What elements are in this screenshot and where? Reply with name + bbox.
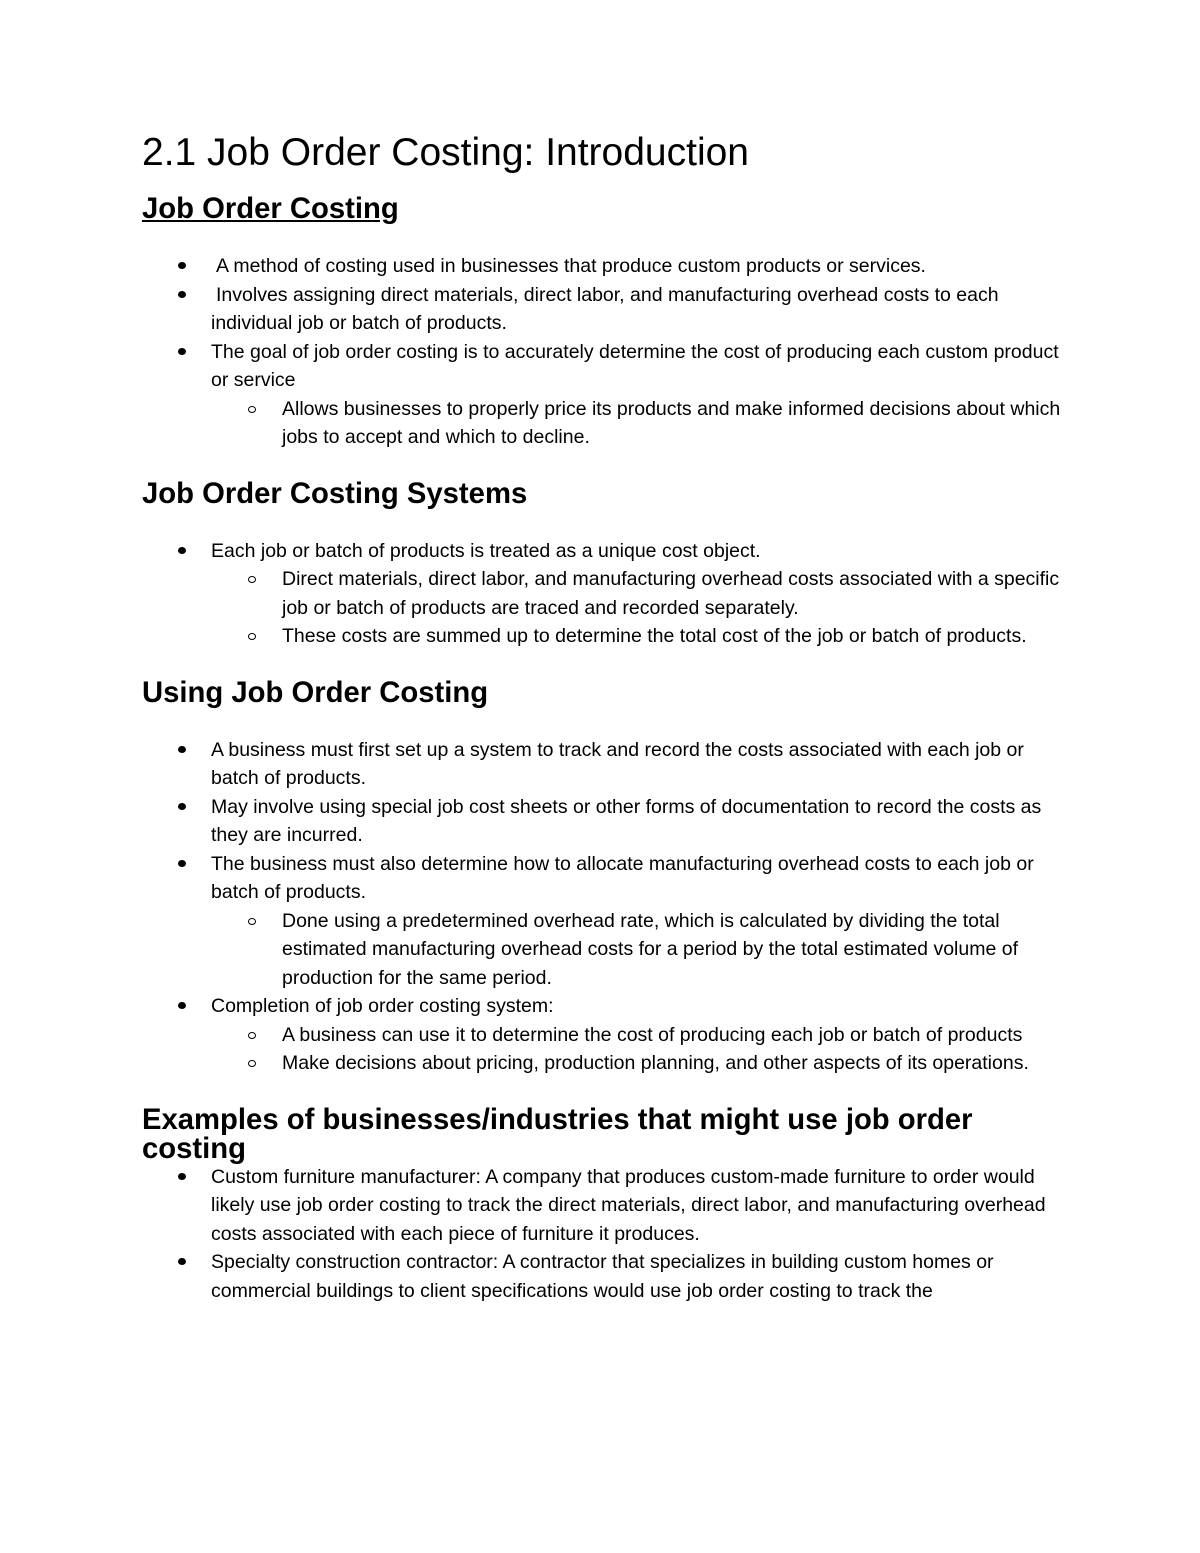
list-item (142, 1248, 1062, 1305)
list-item-text: Custom furniture manufacturer: A company that produces custom-made furniture to order would likely use job order costing to track the direct materials, direct labor, and manufacturing overhead costs associated with each piece of furniture it produces. (211, 1165, 1046, 1245)
bullet-list (142, 736, 1062, 1078)
list-item (142, 537, 1062, 651)
section-job-order-costing-systems (142, 477, 1062, 651)
sub-list-item (211, 1049, 1062, 1078)
document-title: 2.1 Job Order Costing: Introduction (142, 131, 749, 174)
sub-bullet-list (211, 907, 1062, 993)
sub-bullet-list (211, 395, 1062, 452)
bullet-list (142, 252, 1062, 452)
bullet-circle-icon (248, 1060, 256, 1067)
document-page (142, 131, 1062, 1305)
sub-list-item-text: Make decisions about pricing, production planning, and other aspects of its operations. (282, 1052, 1029, 1074)
bullet-dot-icon (178, 262, 186, 269)
section-examples (142, 1103, 1062, 1306)
bullet-dot-icon (178, 860, 186, 867)
sub-list-item (211, 1021, 1062, 1050)
section-heading: Examples of businesses/industries that might use job order costing (142, 1103, 973, 1165)
bullet-dot-icon (178, 1173, 186, 1180)
list-item-text: May involve using special job cost sheets or other forms of documentation to record the costs as they are incurred. (211, 795, 1042, 846)
list-item-text: Completion of job order costing system: (211, 995, 554, 1017)
list-item-text: The goal of job order costing is to accurately determine the cost of producing each custom product or service (211, 340, 1059, 391)
sub-list-item (211, 907, 1062, 993)
bullet-dot-icon (178, 291, 186, 298)
list-item (142, 252, 1062, 281)
list-item-text: Each job or batch of products is treated as a unique cost object. (211, 539, 761, 562)
bullet-circle-icon (248, 918, 256, 925)
sub-bullet-list (211, 565, 1062, 651)
list-item (142, 338, 1062, 452)
section-heading: Job Order Costing (142, 193, 399, 225)
list-item-text: The business must also determine how to allocate manufacturing overhead costs to each job or batch of products. (211, 852, 1034, 903)
sub-list-item (211, 395, 1062, 452)
list-item (142, 281, 1062, 338)
bullet-circle-icon (248, 406, 256, 413)
list-item-text: Specialty construction contractor: A contractor that specializes in building custom homes or commercial buildings to client specifications would use job order costing to track the (211, 1251, 994, 1302)
bullet-list (142, 537, 1062, 651)
bullet-list (142, 1163, 1062, 1306)
bullet-circle-icon (248, 576, 256, 583)
section-heading: Using Job Order Costing (142, 676, 489, 709)
sub-list-item-text: Direct materials, direct labor, and manufacturing overhead costs associated with a specific job or batch of products are traced and recorded separately. (282, 568, 1060, 619)
section-job-order-costing (142, 195, 1062, 452)
bullet-dot-icon (178, 803, 186, 810)
list-item (142, 793, 1062, 850)
list-item (142, 850, 1062, 993)
bullet-dot-icon (178, 1258, 186, 1265)
sub-list-item-text: Done using a predetermined overhead rate, which is calculated by dividing the total estimated manufacturing overhead costs for a period by the total estimated volume of production for the same period. (282, 909, 1018, 989)
sub-list-item (211, 622, 1062, 651)
section-using-job-order-costing (142, 676, 1062, 1078)
sub-bullet-list (211, 1021, 1062, 1078)
list-item-text: A method of costing used in businesses that produce custom products or services. (216, 255, 926, 277)
bullet-dot-icon (178, 1002, 186, 1009)
sub-list-item-text: A business can use it to determine the cost of producing each job or batch of products (282, 1023, 1023, 1046)
bullet-dot-icon (178, 547, 186, 554)
bullet-circle-icon (248, 633, 256, 640)
bullet-dot-icon (178, 746, 186, 753)
list-item (142, 992, 1062, 1078)
list-item (142, 1163, 1062, 1249)
sub-list-item-text: These costs are summed up to determine the total cost of the job or batch of products. (282, 625, 1027, 647)
list-item-text: Involves assigning direct materials, direct labor, and manufacturing overhead costs to each individual job or batch of products. (211, 283, 999, 334)
list-item (142, 736, 1062, 793)
list-item-text: A business must first set up a system to track and record the costs associated with each job or batch of products. (211, 738, 1024, 789)
bullet-circle-icon (248, 1032, 256, 1039)
section-heading: Job Order Costing Systems (142, 477, 528, 510)
bullet-dot-icon (178, 348, 186, 355)
sub-list-item-text: Allows businesses to properly price its products and make informed decisions about which jobs to accept and which to decline. (282, 397, 1061, 448)
sub-list-item (211, 565, 1062, 622)
